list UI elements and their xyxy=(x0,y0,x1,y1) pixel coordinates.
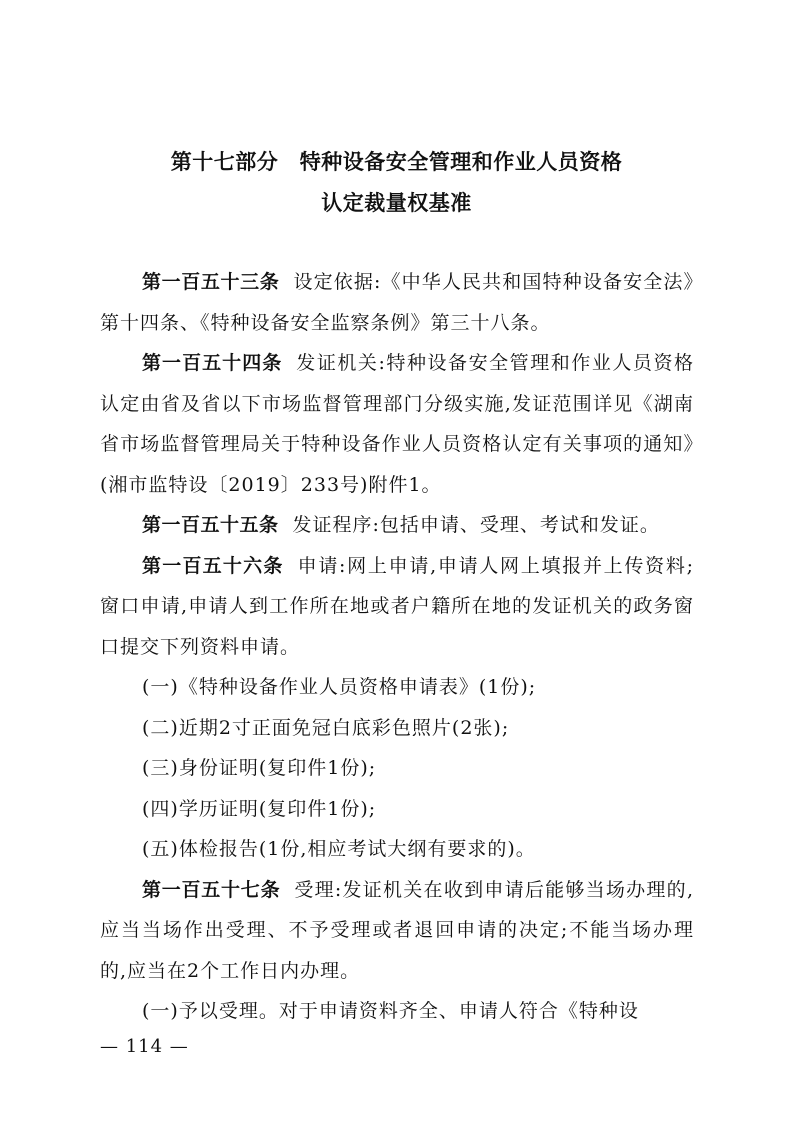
article-label: 第一百五十七条 xyxy=(142,878,281,901)
acceptance-clause: (一)予以受理。对于申请资料齐全、申请人符合《特种设 xyxy=(142,1000,639,1022)
article-154 xyxy=(100,343,694,505)
article-text: 发证程序:包括申请、受理、考试和发证。 xyxy=(292,514,660,536)
section-subtitle: 认定裁量权基准 xyxy=(321,191,472,215)
material-item: (一)《特种设备作业人员资格申请表》(1份); xyxy=(142,676,537,698)
article-label: 第一百五十六条 xyxy=(142,554,284,577)
document-body xyxy=(100,262,694,1032)
article-153 xyxy=(100,262,694,343)
article-text: 设定依据:《中华人民共和国特种设备安全法》第十四条、《特种设备安全监察条例》第三十八条。 xyxy=(100,271,694,334)
article-155 xyxy=(100,505,694,546)
material-item: (二)近期2寸正面免冠白底彩色照片(2张); xyxy=(142,716,510,739)
article-text: 申请:网上申请,申请人网上填报并上传资料;窗口申请,申请人到工作所在地或者户籍所在地的发证机关的政务窗口提交下列资料申请。 xyxy=(100,554,694,658)
article-157 xyxy=(100,870,694,992)
material-item: (五)体检报告(1份,相应考试大纲有要求的)。 xyxy=(142,838,536,860)
article-label: 第一百五十四条 xyxy=(142,352,283,374)
material-item: (三)身份证明(复印件1份); xyxy=(142,757,377,779)
article-156 xyxy=(100,546,694,668)
article-label: 第一百五十三条 xyxy=(142,271,280,293)
article-text: 受理:发证机关在收到申请后能够当场办理的,应当当场作出受理、不予受理或者退回申请的决定;不能当场办理的,应当在2个工作日内办理。 xyxy=(100,878,694,982)
section-title: 第十七部分 特种设备安全管理和作业人员资格 xyxy=(170,150,623,174)
material-item: (四)学历证明(复印件1份); xyxy=(142,797,377,820)
article-text: 发证机关:特种设备安全管理和作业人员资格认定由省及省以下市场监督管理部门分级实施,发证范围详见《湖南省市场监督管理局关于特种设备作业人员资格认定有关事项的通知》(湘市监特设〔2019〕233号)附件1。 xyxy=(100,352,694,496)
page-number: — 114 — xyxy=(100,1036,189,1057)
article-label: 第一百五十五条 xyxy=(142,514,279,536)
